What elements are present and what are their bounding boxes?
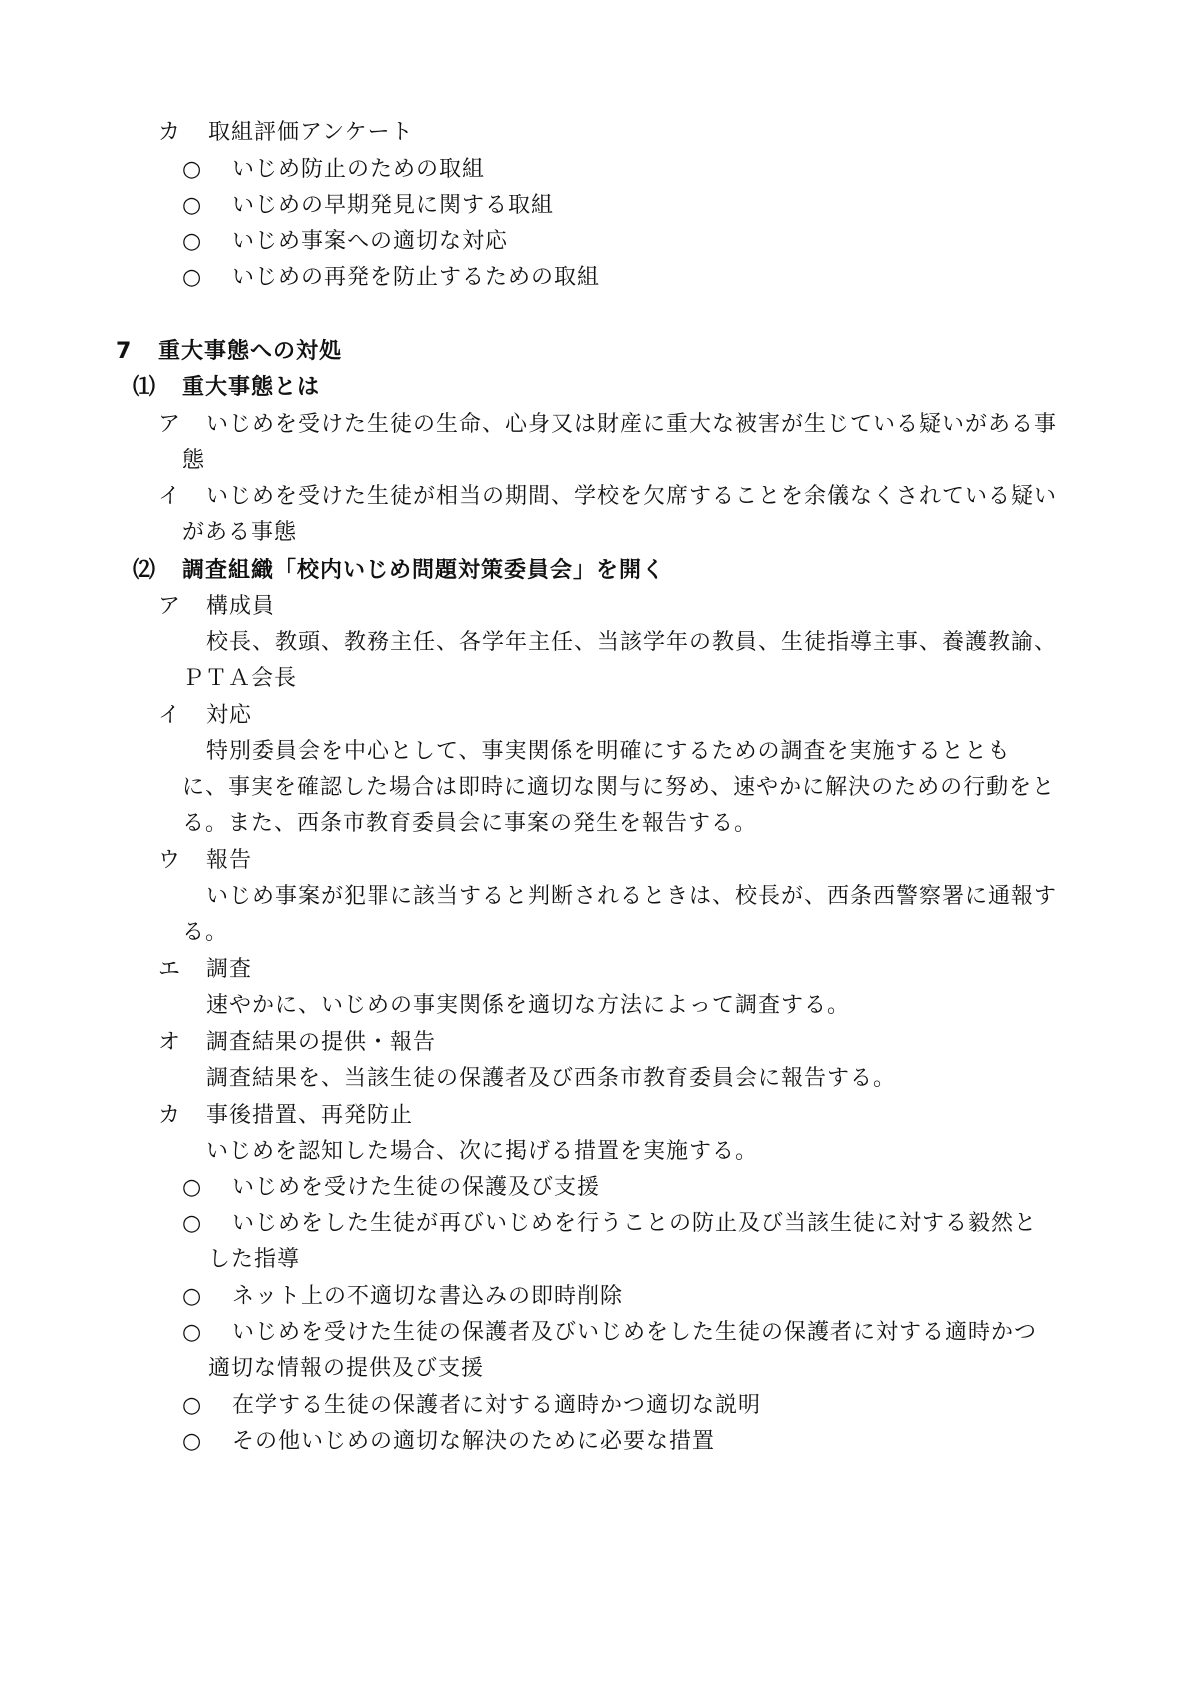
list-bullet: ○ (182, 1211, 203, 1236)
list-item: いじめを受けた生徒の保護者及びいじめをした生徒の保護者に対する適時かつ (232, 1320, 1038, 1345)
item-o-marker: オ (158, 1030, 182, 1055)
item-o-title: 調査結果の提供・報告 (206, 1030, 437, 1055)
item-a-text: いじめを受けた生徒の生命、心身又は財産に重大な被害が生じている疑いがある事 (206, 412, 1058, 437)
subsection-2-title: 調査組織「校内いじめ問題対策委員会」を開く (182, 558, 666, 583)
item-ka-marker: カ (158, 1103, 182, 1128)
section-ka-marker: カ (158, 120, 182, 145)
list-item: いじめの早期発見に関する取組 (232, 193, 555, 218)
item-ka-body: いじめを認知した場合、次に掲げる措置を実施する。 (206, 1139, 759, 1164)
item-a-text-cont: 態 (182, 448, 206, 473)
item-i-marker: イ (158, 484, 182, 509)
list-item: いじめをした生徒が再びいじめを行うことの防止及び当該生徒に対する毅然と (232, 1211, 1038, 1236)
item-i-body-cont: る。また、西条市教育委員会に事案の発生を報告する。 (182, 811, 758, 836)
list-item: ネット上の不適切な書込みの即時削除 (232, 1284, 624, 1309)
item-e-marker: エ (158, 957, 182, 982)
item-i-body-cont: に、事実を確認した場合は即時に適切な関与に努め、速やかに解決のための行動をと (182, 775, 1056, 800)
item-i-title: 対応 (206, 703, 253, 728)
item-u-title: 報告 (206, 848, 253, 873)
section-7-title: 重大事態への対処 (158, 339, 343, 364)
subsection-1-marker: ⑴ (133, 375, 157, 400)
list-item: 在学する生徒の保護者に対する適時かつ適切な説明 (232, 1393, 762, 1418)
item-u-marker: ウ (158, 848, 182, 873)
item-e-title: 調査 (206, 957, 253, 982)
item-e-body: 速やかに、いじめの事実関係を適切な方法によって調査する。 (206, 993, 851, 1018)
item-ka-title: 事後措置、再発防止 (206, 1103, 414, 1128)
subsection-2-marker: ⑵ (133, 558, 157, 583)
item-a-title: 構成員 (206, 594, 276, 619)
list-bullet: ○ (182, 1284, 203, 1309)
list-bullet: ○ (182, 229, 203, 254)
item-o-body: 調査結果を、当該生徒の保護者及び西条市教育委員会に報告する。 (206, 1066, 897, 1091)
list-bullet: ○ (182, 1175, 203, 1200)
list-item-cont: した指導 (208, 1247, 301, 1272)
subsection-1-title: 重大事態とは (182, 375, 321, 400)
item-a-marker: ア (158, 594, 182, 619)
list-bullet: ○ (182, 1393, 203, 1418)
list-item: いじめを受けた生徒の保護及び支援 (232, 1175, 601, 1200)
item-i-marker: イ (158, 703, 182, 728)
list-item: いじめの再発を防止するための取組 (232, 265, 601, 290)
list-bullet: ○ (182, 193, 203, 218)
list-bullet: ○ (182, 1320, 203, 1345)
list-item: その他いじめの適切な解決のために必要な措置 (232, 1429, 716, 1454)
item-i-text-cont: がある事態 (182, 520, 298, 545)
item-i-text: いじめを受けた生徒が相当の期間、学校を欠席することを余儀なくされている疑い (206, 484, 1058, 509)
item-i-body: 特別委員会を中心として、事実関係を明確にするための調査を実施するととも (206, 739, 1011, 764)
section-7-number: 7 (116, 339, 133, 364)
item-a-body: 校長、教頭、教務主任、各学年主任、当該学年の教員、生徒指導主事、養護教諭、 (206, 630, 1058, 655)
list-bullet: ○ (182, 1429, 203, 1454)
item-a-marker: ア (158, 412, 182, 437)
list-item: いじめ事案への適切な対応 (232, 229, 509, 254)
item-u-body: いじめ事案が犯罪に該当すると判断されるときは、校長が、西条西警察署に通報す (206, 884, 1058, 909)
item-u-body-cont: る。 (182, 920, 229, 945)
list-bullet: ○ (182, 157, 203, 182)
list-bullet: ○ (182, 265, 203, 290)
list-item-cont: 適切な情報の提供及び支援 (208, 1356, 485, 1381)
list-item: いじめ防止のための取組 (232, 157, 486, 182)
item-a-body-cont: ＰＴＡ会長 (182, 666, 298, 691)
section-ka-title: 取組評価アンケート (208, 120, 414, 145)
